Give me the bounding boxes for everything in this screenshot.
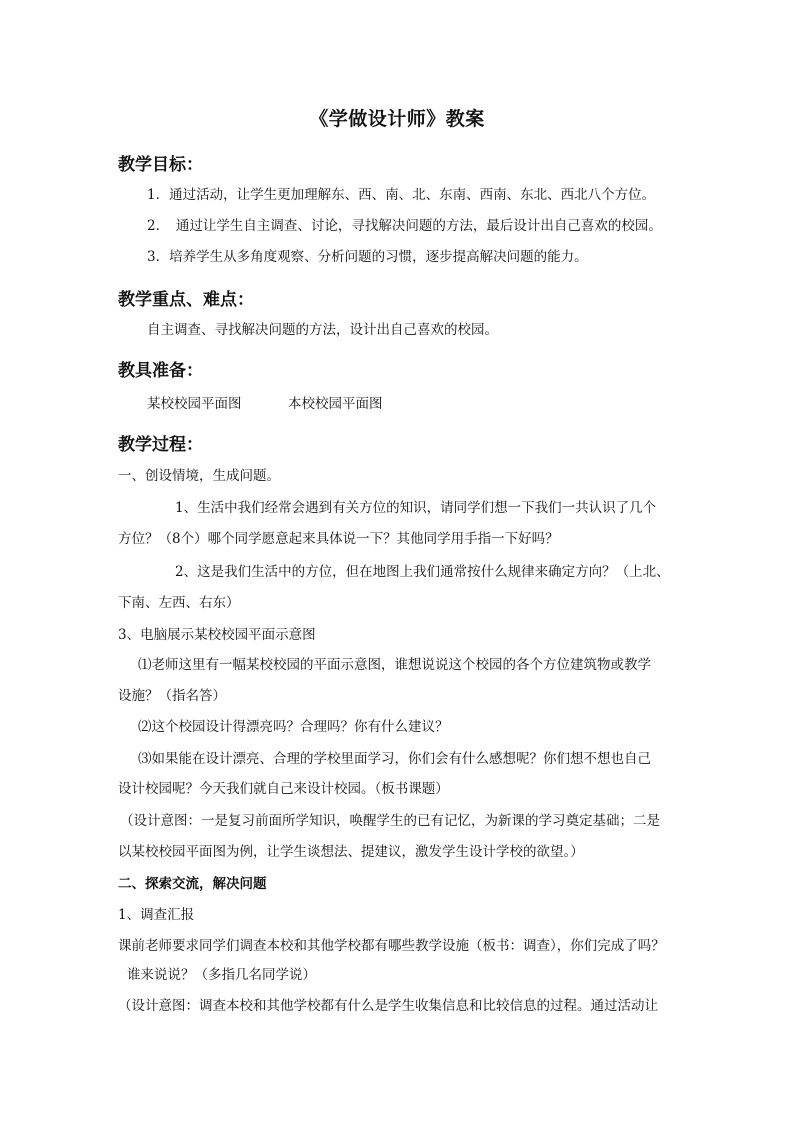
process-line: 一、创设情境，生成问题。 [118, 468, 280, 484]
process-line: 1、生活中我们经常会遇到有关方位的知识，请同学们想一下我们一共认识了几个 [175, 500, 657, 516]
process-line: 1、调查汇报 [118, 907, 195, 923]
process-line: ⑵这个校园设计得漂亮吗？合理吗？你有什么建议？ [138, 719, 449, 735]
process-line: （设计意图：调查本校和其他学校都有什么是学生收集信息和比较信息的过程。通过活动让 [118, 998, 658, 1014]
process-line: 设施？（指名答） [118, 688, 226, 704]
process-line: （设计意图：一是复习前面所学知识，唤醒学生的已有记忆，为新课的学习奠定基础；二是 [120, 813, 660, 829]
process-line: 谁来说说？（多指几名同学说） [127, 967, 316, 983]
process-line: 课前老师要求同学们调查本校和其他学校都有哪些教学设施（板书：调查），你们完成了吗？ [118, 938, 665, 954]
goal-item-2: 2． 通过让学生自主调查、讨论，寻找解决问题的方法，最后设计出自己喜欢的校园。 [147, 218, 662, 234]
heading-process: 教学过程： [118, 435, 203, 455]
key-points-text: 自主调查、寻找解决问题的方法，设计出自己喜欢的校园。 [147, 322, 498, 338]
material-item-2: 本校校园平面图 [288, 396, 383, 412]
process-subheading: 二、探索交流，解决问题 [118, 876, 267, 892]
process-line: 2、这是我们生活中的方位，但在地图上我们通常按什么规律来确定方向？（上北、 [175, 564, 670, 580]
process-line: 方位？（8个）哪个同学愿意起来具体说一下？其他同学用手指一下好吗？ [118, 531, 559, 547]
process-line: 3、电脑展示某校校园平面示意图 [118, 627, 316, 643]
material-item-1: 某校校园平面图 [147, 396, 242, 412]
heading-key-points: 教学重点、难点： [118, 290, 254, 310]
process-line: 以某校校园平面图为例，让学生谈想法、提建议，激发学生设计学校的欲望。） [118, 844, 584, 860]
process-line: ⑶如果能在设计漂亮、合理的学校里面学习，你们会有什么感想呢？你们想不想也自己 [138, 751, 651, 767]
heading-goals: 教学目标： [118, 155, 203, 175]
heading-materials: 教具准备： [118, 361, 203, 381]
process-line: ⑴老师这里有一幅某校校园的平面示意图，谁想说说这个校园的各个方位建筑物或教学 [138, 657, 651, 673]
process-line: 下南、左西、右东） [118, 595, 240, 611]
process-line: 设计校园呢？今天我们就自己来设计校园。（板书课题） [118, 781, 449, 797]
goal-item-1: 1．通过活动，让学生更加理解东、西、南、北、东南、西南、东北、西北八个方位。 [147, 187, 656, 203]
goal-item-3: 3．培养学生从多角度观察、分析问题的习惯，逐步提高解决问题的能力。 [147, 249, 588, 265]
document-title: 《学做设计师》教案 [309, 108, 485, 130]
